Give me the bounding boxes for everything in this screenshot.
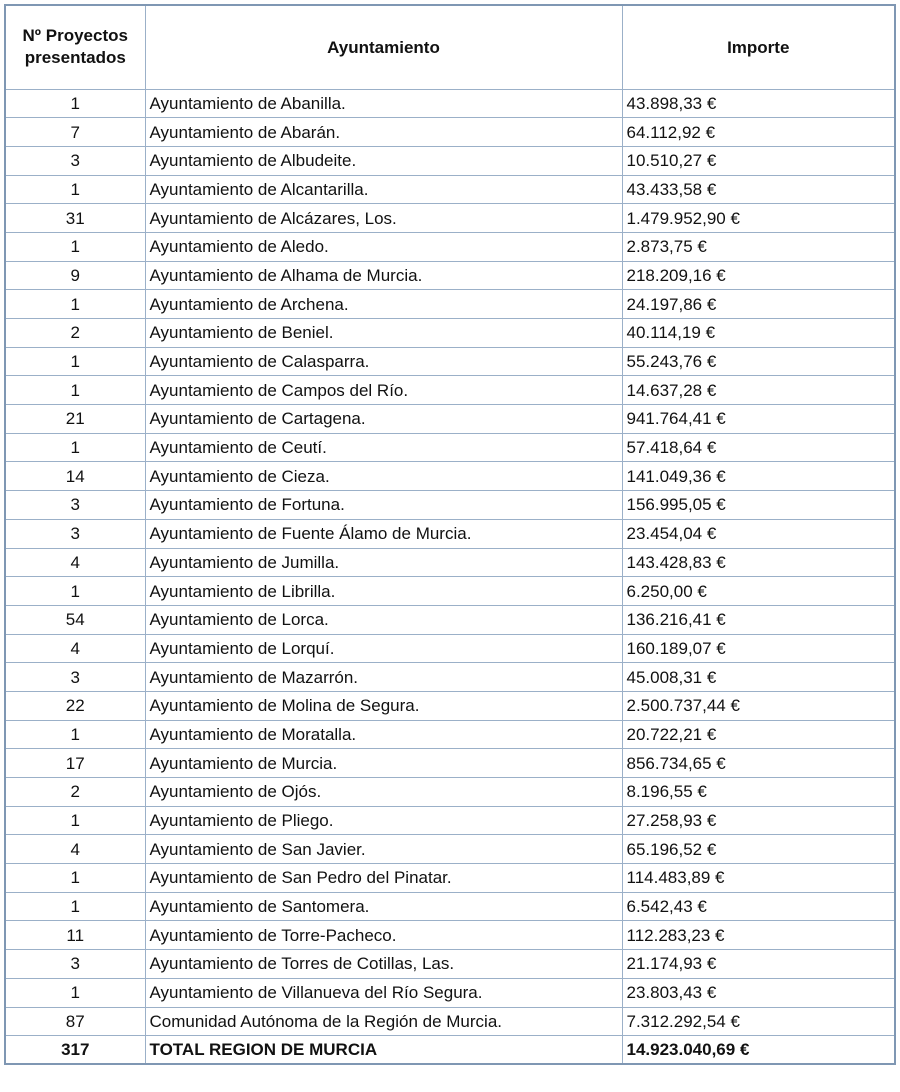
table-row [5, 1007, 895, 1036]
row-count: 4 [5, 634, 145, 663]
row-count: 3 [5, 663, 145, 692]
row-name: Ayuntamiento de Lorquí. [145, 634, 622, 663]
row-amount: 136.216,41 € [622, 605, 895, 634]
document [4, 4, 896, 1065]
row-count: 4 [5, 835, 145, 864]
table-row [5, 577, 895, 606]
row-count: 1 [5, 89, 145, 118]
row-name: Ayuntamiento de Fuente Álamo de Murcia. [145, 519, 622, 548]
row-amount: 1.479.952,90 € [622, 204, 895, 233]
table-row [5, 347, 895, 376]
row-name: Ayuntamiento de Aledo. [145, 232, 622, 261]
table-row [5, 864, 895, 893]
table-row [5, 290, 895, 319]
table-row [5, 892, 895, 921]
table-row [5, 978, 895, 1007]
table-row [5, 605, 895, 634]
row-amount: 21.174,93 € [622, 950, 895, 979]
row-amount: 20.722,21 € [622, 720, 895, 749]
row-amount: 10.510,27 € [622, 146, 895, 175]
table-row [5, 319, 895, 348]
row-name: Ayuntamiento de San Javier. [145, 835, 622, 864]
table-row [5, 433, 895, 462]
row-count: 1 [5, 806, 145, 835]
row-amount: 43.433,58 € [622, 175, 895, 204]
row-name: Ayuntamiento de San Pedro del Pinatar. [145, 864, 622, 893]
table-row [5, 519, 895, 548]
row-count: 1 [5, 347, 145, 376]
table-row [5, 491, 895, 520]
table-row [5, 634, 895, 663]
total-name: TOTAL REGION DE MURCIA [145, 1036, 622, 1065]
row-count: 11 [5, 921, 145, 950]
row-name: Ayuntamiento de Alcantarilla. [145, 175, 622, 204]
row-name: Comunidad Autónoma de la Región de Murcia. [145, 1007, 622, 1036]
row-name: Ayuntamiento de Archena. [145, 290, 622, 319]
row-amount: 64.112,92 € [622, 118, 895, 147]
row-amount: 6.542,43 € [622, 892, 895, 921]
row-amount: 2.873,75 € [622, 232, 895, 261]
row-count: 2 [5, 778, 145, 807]
row-name: Ayuntamiento de Cartagena. [145, 405, 622, 434]
table-row [5, 691, 895, 720]
table-row [5, 405, 895, 434]
row-count: 1 [5, 720, 145, 749]
row-name: Ayuntamiento de Alcázares, Los. [145, 204, 622, 233]
row-name: Ayuntamiento de Alhama de Murcia. [145, 261, 622, 290]
row-count: 9 [5, 261, 145, 290]
table-row [5, 749, 895, 778]
row-count: 1 [5, 978, 145, 1007]
table-row [5, 118, 895, 147]
row-amount: 40.114,19 € [622, 319, 895, 348]
row-count: 21 [5, 405, 145, 434]
table-row [5, 950, 895, 979]
row-count: 1 [5, 376, 145, 405]
row-amount: 65.196,52 € [622, 835, 895, 864]
table-row [5, 548, 895, 577]
row-count: 87 [5, 1007, 145, 1036]
row-count: 1 [5, 577, 145, 606]
table-body [5, 89, 895, 1064]
row-name: Ayuntamiento de Jumilla. [145, 548, 622, 577]
row-name: Ayuntamiento de Abanilla. [145, 89, 622, 118]
row-amount: 112.283,23 € [622, 921, 895, 950]
row-amount: 856.734,65 € [622, 749, 895, 778]
row-count: 1 [5, 433, 145, 462]
row-amount: 43.898,33 € [622, 89, 895, 118]
row-amount: 156.995,05 € [622, 491, 895, 520]
row-name: Ayuntamiento de Molina de Segura. [145, 691, 622, 720]
table-row [5, 232, 895, 261]
row-amount: 23.803,43 € [622, 978, 895, 1007]
row-name: Ayuntamiento de Cieza. [145, 462, 622, 491]
row-name: Ayuntamiento de Moratalla. [145, 720, 622, 749]
table-row [5, 376, 895, 405]
total-amount: 14.923.040,69 € [622, 1036, 895, 1065]
header-row [5, 5, 895, 89]
table-row [5, 462, 895, 491]
table-row [5, 921, 895, 950]
table-header [5, 5, 895, 89]
row-count: 3 [5, 491, 145, 520]
row-amount: 114.483,89 € [622, 864, 895, 893]
row-amount: 2.500.737,44 € [622, 691, 895, 720]
row-count: 3 [5, 519, 145, 548]
projects-table [4, 4, 896, 1065]
row-name: Ayuntamiento de Ceutí. [145, 433, 622, 462]
row-name: Ayuntamiento de Murcia. [145, 749, 622, 778]
row-count: 1 [5, 175, 145, 204]
row-name: Ayuntamiento de Librilla. [145, 577, 622, 606]
table-row [5, 261, 895, 290]
row-name: Ayuntamiento de Lorca. [145, 605, 622, 634]
row-amount: 14.637,28 € [622, 376, 895, 405]
row-count: 1 [5, 892, 145, 921]
row-name: Ayuntamiento de Santomera. [145, 892, 622, 921]
row-name: Ayuntamiento de Torre-Pacheco. [145, 921, 622, 950]
table-row [5, 806, 895, 835]
row-amount: 6.250,00 € [622, 577, 895, 606]
table-row [5, 89, 895, 118]
row-count: 1 [5, 864, 145, 893]
row-amount: 27.258,93 € [622, 806, 895, 835]
row-amount: 23.454,04 € [622, 519, 895, 548]
row-name: Ayuntamiento de Calasparra. [145, 347, 622, 376]
row-count: 17 [5, 749, 145, 778]
row-count: 7 [5, 118, 145, 147]
row-count: 31 [5, 204, 145, 233]
row-amount: 57.418,64 € [622, 433, 895, 462]
row-amount: 141.049,36 € [622, 462, 895, 491]
table-row [5, 663, 895, 692]
row-count: 1 [5, 290, 145, 319]
table-row [5, 778, 895, 807]
table-row [5, 146, 895, 175]
row-count: 22 [5, 691, 145, 720]
row-amount: 941.764,41 € [622, 405, 895, 434]
row-name: Ayuntamiento de Fortuna. [145, 491, 622, 520]
table-row [5, 835, 895, 864]
row-name: Ayuntamiento de Torres de Cotillas, Las. [145, 950, 622, 979]
row-name: Ayuntamiento de Beniel. [145, 319, 622, 348]
row-count: 4 [5, 548, 145, 577]
row-name: Ayuntamiento de Albudeite. [145, 146, 622, 175]
row-name: Ayuntamiento de Mazarrón. [145, 663, 622, 692]
row-amount: 160.189,07 € [622, 634, 895, 663]
total-row [5, 1036, 895, 1065]
row-amount: 24.197,86 € [622, 290, 895, 319]
header-amount: Importe [622, 5, 895, 89]
table-row [5, 175, 895, 204]
header-count: Nº Proyectos presentados [5, 5, 145, 89]
row-amount: 8.196,55 € [622, 778, 895, 807]
row-amount: 45.008,31 € [622, 663, 895, 692]
table-row [5, 720, 895, 749]
table-row [5, 204, 895, 233]
row-amount: 7.312.292,54 € [622, 1007, 895, 1036]
row-count: 2 [5, 319, 145, 348]
header-name: Ayuntamiento [145, 5, 622, 89]
row-name: Ayuntamiento de Ojós. [145, 778, 622, 807]
row-name: Ayuntamiento de Abarán. [145, 118, 622, 147]
row-name: Ayuntamiento de Pliego. [145, 806, 622, 835]
total-count: 317 [5, 1036, 145, 1065]
row-name: Ayuntamiento de Campos del Río. [145, 376, 622, 405]
row-amount: 55.243,76 € [622, 347, 895, 376]
row-name: Ayuntamiento de Villanueva del Río Segura. [145, 978, 622, 1007]
row-amount: 218.209,16 € [622, 261, 895, 290]
row-amount: 143.428,83 € [622, 548, 895, 577]
row-count: 3 [5, 950, 145, 979]
row-count: 14 [5, 462, 145, 491]
row-count: 3 [5, 146, 145, 175]
row-count: 1 [5, 232, 145, 261]
row-count: 54 [5, 605, 145, 634]
